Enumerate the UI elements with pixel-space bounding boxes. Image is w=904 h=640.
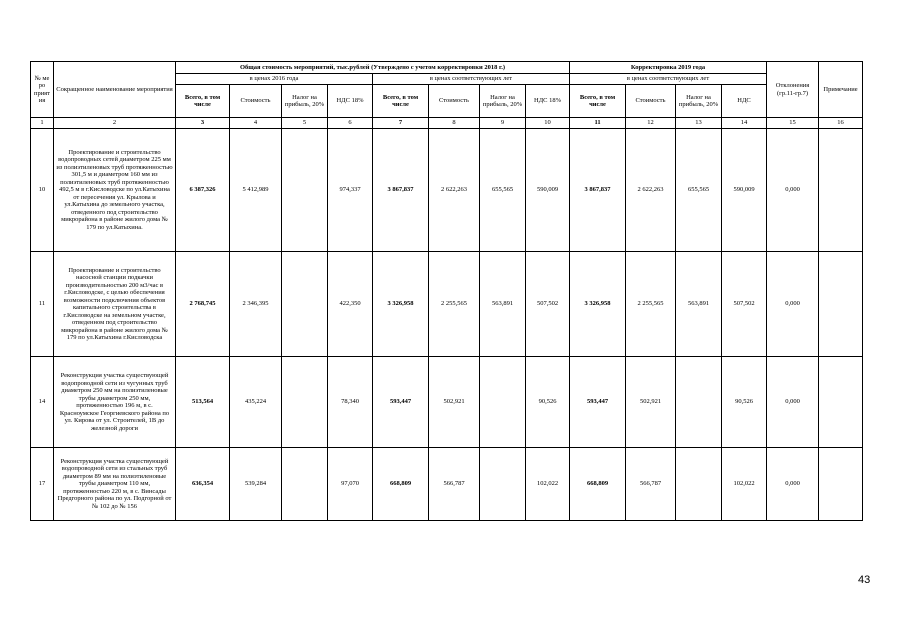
cell-total-2019: 3 326,958 [570, 252, 626, 357]
col-number: 8 [429, 118, 480, 129]
cell-deviation: 0,000 [767, 252, 819, 357]
cell-vat-current: 590,009 [526, 129, 570, 252]
cell-vat-2016: 422,350 [328, 252, 373, 357]
row-number: 11 [31, 252, 54, 357]
header-col-14: НДС [722, 85, 767, 118]
cell-vat-2019: 507,502 [722, 252, 767, 357]
header-col-9: Налог на прибыль, 20% [480, 85, 526, 118]
cell-cost-2016: 5 412,989 [230, 129, 282, 252]
cell-cost-current: 566,787 [429, 448, 480, 521]
cell-total-current: 593,447 [373, 357, 429, 448]
col-number: 11 [570, 118, 626, 129]
cell-cost-2019: 502,921 [626, 357, 676, 448]
cell-deviation: 0,000 [767, 448, 819, 521]
row-description: Проектирование и строительство водопроводных сетей диаметром 225 мм из полиэтиленовых труб протяженностью 301,5 м и диаметром 160 мм из полиэтиленовых труб протяженностью 492,5 м в г.Кисловодске по ул.Катыхина от пересечения ул. Крылова и ул.Катыхина до земельного участка, отведенного под строительство микрорайона в районе жилого дома № 179 по ул.Катыхина. [54, 129, 176, 252]
cost-table [30, 61, 863, 521]
header-name: Сокращенное наименование мероприятия [54, 62, 176, 118]
header-col-12: Стоимость [626, 85, 676, 118]
cell-vat-current: 90,526 [526, 357, 570, 448]
cell-tax-current: 655,565 [480, 129, 526, 252]
col-number: 4 [230, 118, 282, 129]
header-col-5: Налог на прибыль, 20% [282, 85, 328, 118]
header-num: № ме ро прият ия [31, 62, 54, 118]
header-deviation: Отклонения (гр.11-гр.7) [767, 62, 819, 118]
cell-total-current: 3 326,958 [373, 252, 429, 357]
page-number: 43 [858, 574, 871, 586]
row-number: 17 [31, 448, 54, 521]
header-note: Примечание [819, 62, 863, 118]
col-number: 13 [676, 118, 722, 129]
cell-total-2016: 2 768,745 [176, 252, 230, 357]
cell-vat-current: 507,502 [526, 252, 570, 357]
cell-vat-current: 102,022 [526, 448, 570, 521]
header-row-1 [31, 62, 863, 74]
cell-tax-2019: 655,565 [676, 129, 722, 252]
col-number: 2 [54, 118, 176, 129]
cell-tax-2019: 563,891 [676, 252, 722, 357]
cell-vat-2016: 78,340 [328, 357, 373, 448]
cell-tax-2016 [282, 448, 328, 521]
col-number: 1 [31, 118, 54, 129]
header-col-10: НДС 18% [526, 85, 570, 118]
cell-tax-2019 [676, 357, 722, 448]
cell-tax-2016 [282, 357, 328, 448]
cell-tax-2016 [282, 252, 328, 357]
table-row [31, 252, 863, 357]
header-group-2019: Корректировка 2019 года [570, 62, 767, 74]
row-description: Реконструкция участка существующей водопроводной сети из чугунных труб диаметром 250 мм на полиэтиленовые трубы диаметром 250 мм, протяженностью 196 м, в с. Красноумское Георгиевского района по ул. Кирова от ул. Строителей, 1В до железной дороги [54, 357, 176, 448]
cell-note [819, 129, 863, 252]
header-col-13: Налог на прибыль, 20% [676, 85, 722, 118]
col-number: 12 [626, 118, 676, 129]
cell-tax-current [480, 357, 526, 448]
cell-cost-2019: 566,787 [626, 448, 676, 521]
cell-cost-current: 2 622,263 [429, 129, 480, 252]
header-prices-current: в ценах соответствующих лет [373, 74, 570, 85]
cell-total-2019: 668,809 [570, 448, 626, 521]
cell-vat-2016: 974,337 [328, 129, 373, 252]
cell-cost-2019: 2 255,565 [626, 252, 676, 357]
col-number: 16 [819, 118, 863, 129]
row-number: 10 [31, 129, 54, 252]
cell-total-2016: 6 387,326 [176, 129, 230, 252]
cell-cost-2016: 539,284 [230, 448, 282, 521]
header-col-6: НДС 18% [328, 85, 373, 118]
cell-cost-current: 502,921 [429, 357, 480, 448]
cell-deviation: 0,000 [767, 357, 819, 448]
cell-cost-current: 2 255,565 [429, 252, 480, 357]
col-number: 3 [176, 118, 230, 129]
header-col-3: Всего, в том числе [176, 85, 230, 118]
header-col-4: Стоимость [230, 85, 282, 118]
cell-total-2019: 3 867,837 [570, 129, 626, 252]
cell-tax-current [480, 448, 526, 521]
col-number: 10 [526, 118, 570, 129]
cell-tax-2019 [676, 448, 722, 521]
cell-total-2016: 636,354 [176, 448, 230, 521]
cell-total-2016: 513,564 [176, 357, 230, 448]
column-number-row [31, 118, 863, 129]
row-description: Проектирование и строительство насосной станции подкачки производительностью 200 м3/час в г.Кисловодске, с целью обеспечения возможности подключения объектов капитального строительства в г.Кисловодске на земельном участке, отведенном под строительство микрорайона в районе жилого дома № 179 по ул.Катыхина г.Кисловодска [54, 252, 176, 357]
cell-vat-2019: 590,009 [722, 129, 767, 252]
cell-total-2019: 593,447 [570, 357, 626, 448]
cell-total-current: 3 867,837 [373, 129, 429, 252]
cell-note [819, 252, 863, 357]
row-number: 14 [31, 357, 54, 448]
cell-cost-2019: 2 622,263 [626, 129, 676, 252]
cell-note [819, 357, 863, 448]
cell-cost-2016: 2 346,395 [230, 252, 282, 357]
cell-note [819, 448, 863, 521]
cell-total-current: 668,809 [373, 448, 429, 521]
header-col-7: Всего, в том числе [373, 85, 429, 118]
header-prices-2016: в ценах 2016 года [176, 74, 373, 85]
col-number: 15 [767, 118, 819, 129]
cell-cost-2016: 435,224 [230, 357, 282, 448]
table-row [31, 129, 863, 252]
col-number: 9 [480, 118, 526, 129]
header-group-approved: Общая стоимость мероприятий, тыс.рублей (Утверждено с учетом корректировки 2018 г.) [176, 62, 570, 74]
table-row [31, 357, 863, 448]
cell-tax-2016 [282, 129, 328, 252]
table-row [31, 448, 863, 521]
cell-vat-2019: 90,526 [722, 357, 767, 448]
col-number: 5 [282, 118, 328, 129]
header-col-11: Всего, в том числе [570, 85, 626, 118]
cell-tax-current: 563,891 [480, 252, 526, 357]
col-number: 6 [328, 118, 373, 129]
header-prices-current-2019: в ценах соответствующих лет [570, 74, 767, 85]
col-number: 7 [373, 118, 429, 129]
cell-vat-2016: 97,070 [328, 448, 373, 521]
header-col-8: Стоимость [429, 85, 480, 118]
col-number: 14 [722, 118, 767, 129]
row-description: Реконструкция участка существующей водопроводной сети из стальных труб диаметром 89 мм на полиэтиленовые трубы диаметром 110 мм, протяженностью 220 м, в с. Винсады Предгорного района по ул. Подгорной от № 102 до № 156 [54, 448, 176, 521]
cell-vat-2019: 102,022 [722, 448, 767, 521]
cell-deviation: 0,000 [767, 129, 819, 252]
